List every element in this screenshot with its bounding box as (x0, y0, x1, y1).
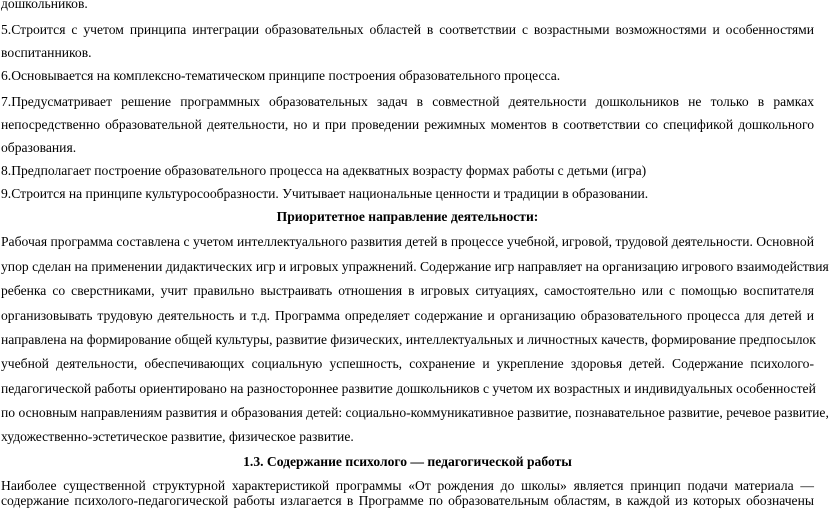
text-line: воспитанников. (1, 45, 92, 60)
text-line: организовывать трудовую деятельность и т.д. Программа определяет содержание и организацию образовательного процесса для детей и (1, 308, 814, 323)
text-line: 5.Строится с учетом принципа интеграции образовательных областей в соответствии с возрастными возможностями и особенностями (1, 22, 814, 37)
text-line: непосредственно образовательной деятельности, но и при проведении режимных моментов в соответствии со спецификой дошкольного (1, 117, 814, 132)
text-line: направлена на формирование общей культуры, развитие физических, интеллектуальных и личностных качеств, формирование предпосылок (1, 332, 816, 347)
text-line: 8.Предполагает построение образовательного процесса на адекватных возрасту формах работы с детьми (игра) (1, 163, 647, 178)
text-line: ребенка со сверстниками, учит правильно выстраивать отношения в игровых ситуациях, самостоятельно или с помощью воспитателя (1, 283, 814, 298)
text-line: содержание психолого-педагогической работы излагается в Программе по образовательным областям, в каждой из которых обозначены (1, 493, 814, 508)
text-line: 6.Основывается на комплексно-тематическом принципе построения образовательного процесса. (1, 68, 561, 83)
section-heading: Приоритетное направление деятельности: (276, 209, 539, 224)
text-line: дошкольников. (1, 0, 88, 11)
text-line: учебной деятельности, обеспечивающих социальную успешность, сохранение и укрепление здоровья детей. Содержание психолого- (1, 356, 814, 371)
text-line: упор сделан на применении дидактических игр и игровых упражнений. Содержание игр направляет на организацию игрового взаимодействия (1, 259, 829, 274)
text-line: 7.Предусматривает решение программных образовательных задач в совместной деятельности дошкольников не только в рамках (1, 94, 814, 109)
text-line: образования. (1, 140, 77, 155)
text-line: Рабочая программа составлена с учетом интеллектуального развития детей в процессе учебной, игровой, трудовой деятельности. Основной (1, 234, 814, 249)
section-heading: 1.3. Содержание психолого — педагогической работы (243, 454, 572, 469)
text-line: художественно-эстетическое развитие, физическое развитие. (1, 429, 354, 444)
text-line: по основным направлениям развития и образования детей: социально-коммуникативное развитие, познавательное развитие, речевое развитие, (1, 405, 829, 420)
text-line: 9.Строится на принципе культуросообразности. Учитывает национальные ценности и традиции в образовании. (1, 186, 649, 201)
text-line: Наиболее существенной структурной характеристикой программы «От рождения до школы» является принцип подачи материала — (1, 478, 814, 493)
text-line: педагогической работы ориентировано на разностороннее развитие дошкольников с учетом их возрастных и индивидуальных особенностей (1, 381, 816, 396)
